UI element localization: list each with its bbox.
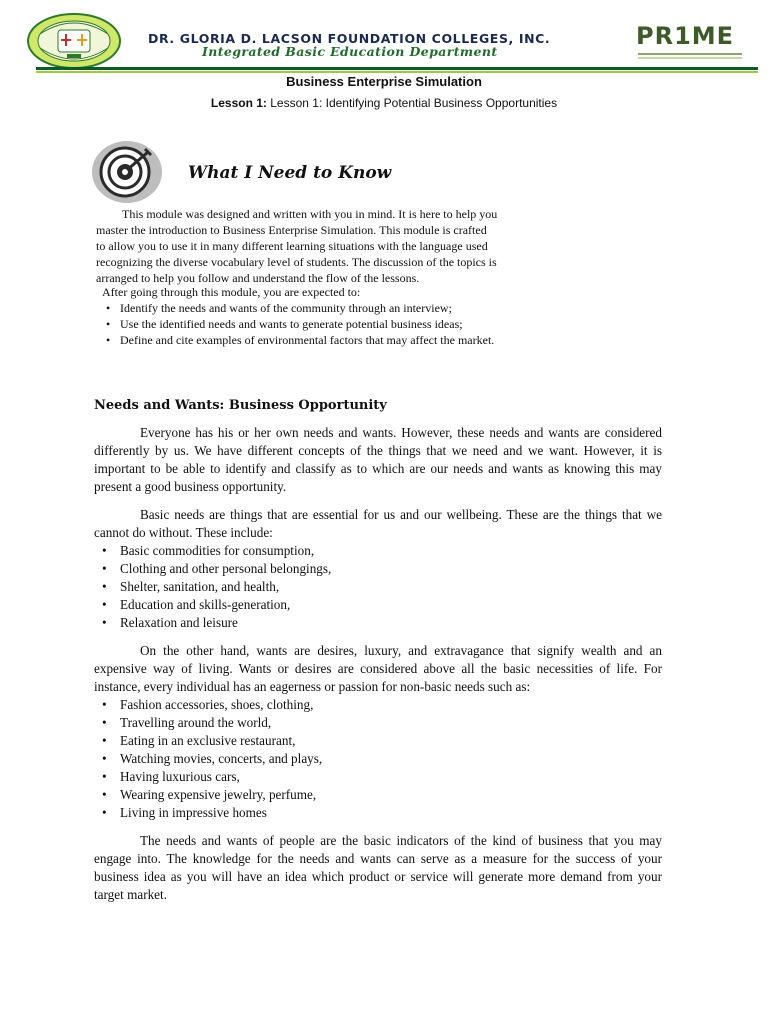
college-seal-logo <box>26 12 122 70</box>
list-item: • Identify the needs and wants of the community through an interview; <box>96 300 616 316</box>
intro-line: to allow you to use it in many different learning situations with the language used <box>96 239 488 253</box>
intro-paragraph <box>96 206 616 286</box>
list-item: • Shelter, sanitation, and health, <box>94 578 662 596</box>
paragraph: Basic needs are things that are essential for us and our wellbeing. These are the things that we cannot do without. These include: <box>94 507 662 540</box>
prime-logo-text: PR1ME <box>636 22 735 50</box>
document-header <box>0 0 768 74</box>
lesson-title <box>0 96 768 110</box>
list-item: • Define and cite examples of environmental factors that may affect the market. <box>96 332 590 348</box>
college-name: DR. GLORIA D. LACSON FOUNDATION COLLEGES, INC. <box>148 31 551 46</box>
paragraph: On the other hand, wants are desires, luxury, and extravagance that signify wealth and an expensive way of living. Wants or desires are considered above all the basic necessities of life. For instance, every individual has an eagerness or passion for non-basic needs such as: <box>94 643 662 694</box>
section-title: What I Need to Know <box>188 163 392 183</box>
intro-line: master the introduction to Business Enterprise Simulation. This module is crafted <box>96 223 487 237</box>
list-item: • Watching movies, concerts, and plays, <box>94 750 662 768</box>
intro-line: arranged to help you follow and understand the flow of the lessons. <box>96 271 420 285</box>
header-rule-accent <box>36 71 758 73</box>
prime-tagline-graphic <box>638 52 742 61</box>
lesson-name: Lesson 1: Identifying Potential Business Opportunities <box>270 96 558 110</box>
list-item: • Living in impressive homes <box>94 804 662 822</box>
list-item: • Fashion accessories, shoes, clothing, <box>94 696 662 714</box>
basic-needs-list <box>94 542 662 632</box>
paragraph: Everyone has his or her own needs and wants. However, these needs and wants are considered differently by us. We have different concepts of the things that we need and we want. However, it is important to be able to identify and classify as to which are our needs and wants as knowing this may present a good business opportunity. <box>94 425 662 494</box>
intro-line: This module was designed and written with you in mind. It is here to help you <box>122 207 498 221</box>
subject-title: Business Enterprise Simulation <box>286 74 482 89</box>
department-name: Integrated Basic Education Department <box>202 44 498 59</box>
list-item: • Relaxation and leisure <box>94 614 662 632</box>
list-item: • Basic commodities for consumption, <box>94 542 662 560</box>
wants-list <box>94 696 662 822</box>
list-item: • Wearing expensive jewelry, perfume, <box>94 786 662 804</box>
section-heading: Needs and Wants: Business Opportunity <box>94 398 387 413</box>
list-item: • Travelling around the world, <box>94 714 662 732</box>
intro-line: recognizing the diverse vocabulary level of students. The discussion of the topics is <box>96 255 497 269</box>
lesson-label: Lesson 1: <box>210 96 267 110</box>
header-rule <box>36 67 758 70</box>
list-item: • Use the identified needs and wants to generate potential business ideas; <box>96 316 616 332</box>
paragraph: The needs and wants of people are the basic indicators of the kind of business that you may engage into. The knowledge for the needs and wants can serve as a measure for the success of your business idea as you will have an idea which product or service will generate more demand from your target market. <box>94 833 662 902</box>
list-item: • Education and skills-generation, <box>94 596 662 614</box>
list-item: • Having luxurious cars, <box>94 768 662 786</box>
learning-objectives <box>96 284 616 348</box>
list-item: • Eating in an exclusive restaurant, <box>94 732 662 750</box>
body-content <box>94 424 662 904</box>
objectives-lead: After going through this module, you are expected to: <box>102 285 361 299</box>
prime-logo <box>636 22 744 66</box>
objectives-list <box>96 300 616 348</box>
target-icon <box>90 140 164 204</box>
list-item: • Clothing and other personal belongings, <box>94 560 662 578</box>
